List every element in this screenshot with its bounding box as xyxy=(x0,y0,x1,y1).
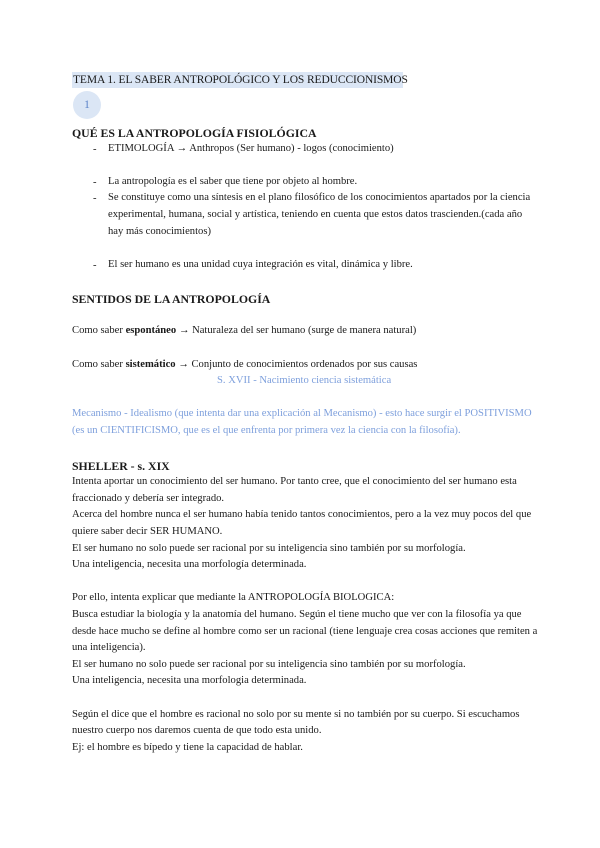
bullet-dash: - xyxy=(93,144,97,155)
bullet-definition: La antropología es el saber que tiene por objeto al hombre. xyxy=(108,176,358,187)
paragraph-espontaneo: Como saber espontáneo → Naturaleza del ser humano (surge de manera natural) xyxy=(72,325,417,336)
blue-paragraph-line2: (es un CIENTIFICISMO, que es el que enfrenta por primera vez la ciencia con la filosofía). xyxy=(72,425,461,436)
text-line: Busca estudiar la biología y la anatomía del humano. Según el tiene mucho que ver con la filosofía ya que xyxy=(72,609,522,620)
text-line: fraccionado y debería ser integrado. xyxy=(72,493,225,504)
text-line: El ser humano no solo puede ser racional por su inteligencia sino también por su morfología. xyxy=(72,659,466,670)
text-line: Ej: el hombre es bípedo y tiene la capacidad de hablar. xyxy=(72,742,303,753)
page-number-badge: 1 xyxy=(73,91,101,119)
text-line: Intenta aportar un conocimiento del ser humano. Por tanto cree, que el conocimiento del ser humano esta xyxy=(72,476,517,487)
section-heading-antropologia-fisiologica: QUÉ ES LA ANTROPOLOGÍA FISIOLÓGICA xyxy=(72,126,317,140)
text-line: Una inteligencia, necesita una morfologia determinada. xyxy=(72,675,307,686)
text-line: desde hace mucho se define al hombre como ser un racional (tiene lenguaje crea cosas acciones que remiten a xyxy=(72,626,538,637)
bullet-dash: - xyxy=(93,193,97,204)
text-line: quiere saber decir SER HUMANO. xyxy=(72,526,223,537)
text-line: nuestro cuerpo nos daremos cuenta de que todo esta unido. xyxy=(72,725,322,736)
section-heading-sentidos: SENTIDOS DE LA ANTROPOLOGÍA xyxy=(72,292,271,306)
bullet-sintesis-line1: Se constituye como una síntesis en el plano filosófico de los conocimientos apartados por la ciencia xyxy=(108,192,531,203)
document-title: TEMA 1. EL SABER ANTROPOLÓGICO Y LOS REDUCCIONISMOS xyxy=(73,74,408,86)
bullet-etimologia: ETIMOLOGÍA → Anthropos (Ser humano) - logos (conocimiento) xyxy=(108,143,394,154)
bullet-dash: - xyxy=(93,260,97,271)
text-line: Una inteligencia, necesita una morfología determinada. xyxy=(72,559,307,570)
text-line: una inteligencia). xyxy=(72,642,146,653)
text-line: Por ello, intenta explicar que mediante la ANTROPOLOGÍA BIOLOGICA: xyxy=(72,592,395,603)
section-heading-sheller: SHELLER - s. XIX xyxy=(72,459,170,473)
text-line: El ser humano no solo puede ser racional por su inteligencia sino también por su morfología. xyxy=(72,543,466,554)
bullet-sintesis-line3: hay más conocimientos) xyxy=(108,226,211,237)
text-line: Según el dice que el hombre es racional no solo por su mente si no también por su cuerpo. Si escuchamos xyxy=(72,709,520,720)
bullet-dash: - xyxy=(93,177,97,188)
note-siglo-xvii: S. XVII - Nacimiento ciencia sistemática xyxy=(217,375,392,386)
paragraph-sistematico: Como saber sistemático → Conjunto de conocimientos ordenados por sus causas xyxy=(72,359,418,370)
bullet-sintesis-line2: experimental, humana, social y artística, teniendo en cuenta que estos datos trascienden.(cada año xyxy=(108,209,523,220)
text-line: Acerca del hombre nunca el ser humano había tenido tantos conocimientos, pero a la vez muy pocos del que xyxy=(72,509,532,520)
blue-paragraph-line1: Mecanismo - Idealismo (que intenta dar una explicación al Mecanismo) - esto hace surgir el POSITIVISMO xyxy=(72,408,532,419)
bullet-unidad: El ser humano es una unidad cuya integración es vital, dinámica y libre. xyxy=(108,259,413,270)
